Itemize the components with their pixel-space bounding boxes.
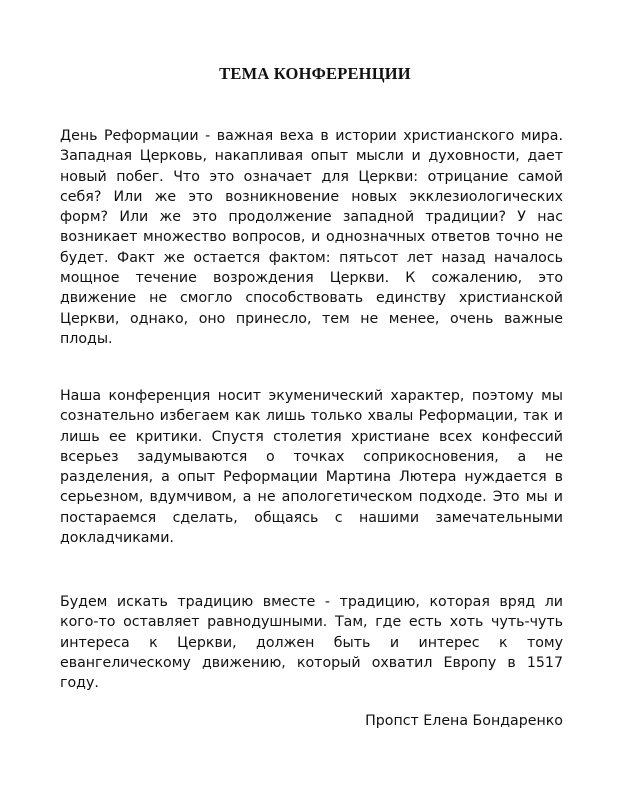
paragraph-2: Наша конференция носит экуменический характер, поэтому мы сознательно избегаем как лишь только хвалы Реформации, так и лишь ее критики. Спустя столетия христиане всех конфессий всерьез задумываются о точках соприкосновения, а не разделения, а опыт Реформации Мартина Лютера нуждается в серьезном, вдумчивом, а не апологетическом подходе. Это мы и постараемся сделать, общаясь с нашими замечательными докладчиками.: [60, 388, 563, 547]
document-title: ТЕМА КОНФЕРЕНЦИИ: [219, 64, 411, 83]
paragraph-3: Будем искать традицию вместе - традицию, которая вряд ли кого-то оставляет равнодушными. Там, где есть хоть чуть-чуть интереса к Церкви, должен быть и интерес к тому евангелическому движению, который охватил Европу в 1517 году.: [60, 594, 563, 692]
signature: Пропст Елена Бондаренко: [365, 713, 563, 729]
paragraph-1: День Реформации - важная веха в истории христианского мира. Западная Церковь, накапливая опыт мысли и духовности, дает новый побег. Что это означает для Церкви: отрицание самой себя? Или же это возникновение новых экклезиологических форм? Или же это продолжение западной традиции? У нас возникает множество вопросов, и однозначных ответов точно не будет. Факт же остается фактом: пятьсот лет назад началось мощное течение возрождения Церкви. К сожалению, это движение не смогло способствовать единству христианской Церкви, однако, оно принесло, тем не менее, очень важные плоды.: [60, 128, 563, 347]
